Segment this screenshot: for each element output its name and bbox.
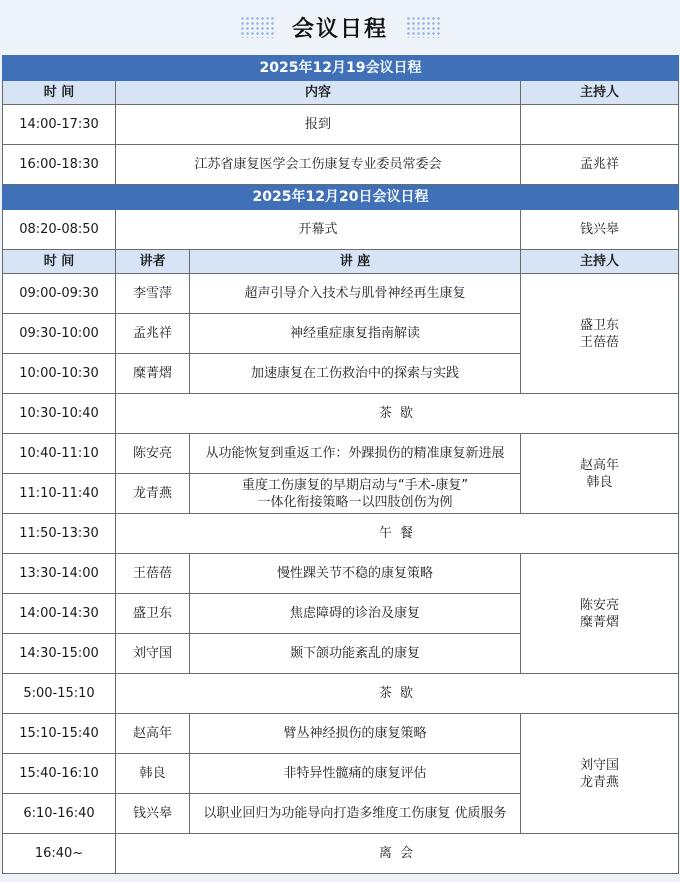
header-content: 内容: [116, 81, 521, 105]
row-lecture: 从功能恢复到重返工作：外踝损伤的精准康复新进展: [190, 434, 521, 474]
break-row: [3, 514, 679, 554]
row-time: 5:00-15:10: [3, 674, 116, 714]
row-speaker: 盛卫东: [116, 594, 190, 634]
row-time: 14:00-17:30: [3, 105, 116, 145]
row-lecture: 颞下颌功能紊乱的康复: [190, 634, 521, 674]
day2-header-row: [3, 250, 679, 274]
row-lecture: 慢性踝关节不稳的康复策略: [190, 554, 521, 594]
row-break: 茶 歇: [116, 674, 679, 714]
row-host: [521, 274, 679, 394]
header-host: 主持人: [521, 250, 679, 274]
host-line: 王蓓蓓: [579, 334, 619, 350]
row-break: 茶 歇: [116, 394, 679, 434]
row-speaker: 孟兆祥: [116, 314, 190, 354]
row-time: 10:30-10:40: [3, 394, 116, 434]
row-time: 13:30-14:00: [3, 554, 116, 594]
row-lecture: 神经重症康复指南解读: [190, 314, 521, 354]
row-time: 15:10-15:40: [3, 714, 116, 754]
row-host: 孟兆祥: [521, 145, 679, 185]
row-time: 08:20-08:50: [3, 210, 116, 250]
row-host: [521, 434, 679, 514]
day1-title-row: [3, 56, 679, 81]
row-time: 6:10-16:40: [3, 794, 116, 834]
day2-title-row: [3, 185, 679, 210]
row-lecture: 臂丛神经损伤的康复策略: [190, 714, 521, 754]
header-host: 主持人: [521, 81, 679, 105]
table-row: [3, 434, 679, 474]
row-content: 江苏省康复医学会工伤康复专业委员常委会: [116, 145, 521, 185]
row-break: 离 会: [116, 834, 679, 874]
row-time: 16:00-18:30: [3, 145, 116, 185]
row-speaker: 糜菁熠: [116, 354, 190, 394]
header-lecture: 讲 座: [190, 250, 521, 274]
table-row: [3, 105, 679, 145]
row-time: 14:30-15:00: [3, 634, 116, 674]
row-speaker: 龙青燕: [116, 474, 190, 514]
row-lecture: [190, 474, 521, 514]
row-break: 午 餐: [116, 514, 679, 554]
header-time: 时 间: [3, 250, 116, 274]
table-row: [3, 554, 679, 594]
dots-decoration-icon: [406, 16, 440, 38]
row-content: 报到: [116, 105, 521, 145]
row-speaker: 刘守国: [116, 634, 190, 674]
host-line: 盛卫东: [579, 317, 619, 333]
break-row: [3, 394, 679, 434]
table-row: [3, 274, 679, 314]
row-time: 10:00-10:30: [3, 354, 116, 394]
row-lecture: 焦虑障碍的诊治及康复: [190, 594, 521, 634]
host-line: 刘守国: [579, 757, 619, 773]
row-time: 11:50-13:30: [3, 514, 116, 554]
header-speaker: 讲者: [116, 250, 190, 274]
lecture-line: 一体化衔接策略一以四肢创伤为例: [257, 494, 453, 510]
host-line: 赵高年: [579, 457, 619, 473]
row-speaker: 钱兴皋: [116, 794, 190, 834]
row-lecture: 以职业回归为功能导向打造多维度工伤康复 优质服务: [190, 794, 521, 834]
day1-title: 2025年12月19会议日程: [3, 56, 679, 81]
row-lecture: 非特异性髋痛的康复评估: [190, 754, 521, 794]
row-lecture: 加速康复在工伤救治中的探索与实践: [190, 354, 521, 394]
header-time: 时 间: [3, 81, 116, 105]
table-row: [3, 210, 679, 250]
break-row: [3, 674, 679, 714]
page-header: [0, 0, 680, 54]
row-time: 10:40-11:10: [3, 434, 116, 474]
row-time: 11:10-11:40: [3, 474, 116, 514]
row-speaker: 李雪萍: [116, 274, 190, 314]
row-time: 14:00-14:30: [3, 594, 116, 634]
row-host: [521, 714, 679, 834]
host-line: 龙青燕: [579, 774, 619, 790]
host-line: 陈安亮: [579, 597, 619, 613]
row-host: [521, 105, 679, 145]
host-line: 韩良: [586, 474, 613, 490]
row-speaker: 赵高年: [116, 714, 190, 754]
row-time: 09:00-09:30: [3, 274, 116, 314]
row-time: 15:40-16:10: [3, 754, 116, 794]
row-host: 钱兴皋: [521, 210, 679, 250]
day2-title: 2025年12月20日会议日程: [3, 185, 679, 210]
dots-decoration-icon: [240, 16, 274, 38]
row-host: [521, 554, 679, 674]
host-line: 糜菁熠: [579, 614, 619, 630]
row-speaker: 韩良: [116, 754, 190, 794]
break-row: [3, 834, 679, 874]
table-row: [3, 714, 679, 754]
schedule-table: [2, 55, 679, 874]
row-time: 09:30-10:00: [3, 314, 116, 354]
day1-header-row: [3, 81, 679, 105]
row-time: 16:40~: [3, 834, 116, 874]
table-row: [3, 145, 679, 185]
row-speaker: 陈安亮: [116, 434, 190, 474]
row-lecture: 超声引导介入技术与肌骨神经再生康复: [190, 274, 521, 314]
row-content: 开幕式: [116, 210, 521, 250]
row-speaker: 王蓓蓓: [116, 554, 190, 594]
lecture-line: 重度工伤康复的早期启动与“手术-康复”: [241, 477, 469, 493]
page-title: 会议日程: [291, 16, 388, 42]
